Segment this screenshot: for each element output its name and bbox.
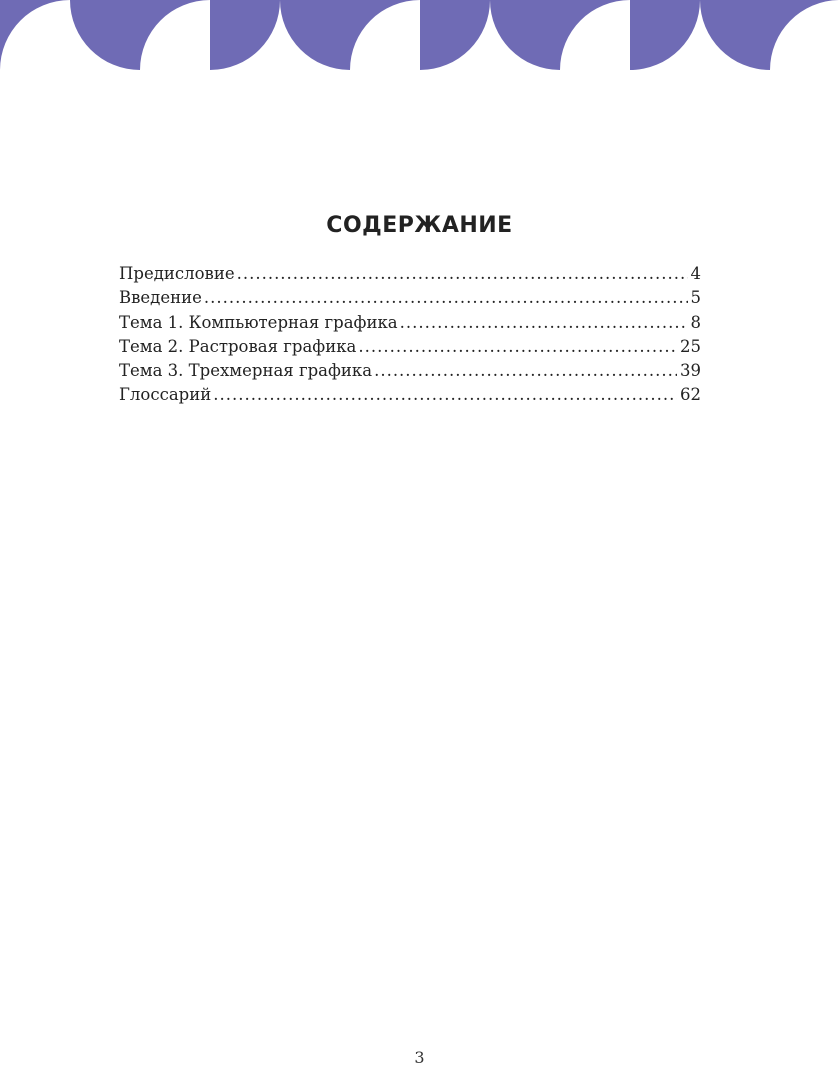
toc-entry-label: Предисловие: [119, 264, 235, 283]
toc-entry-topic-3[interactable]: [119, 359, 701, 383]
toc-entry-page: 8: [690, 312, 701, 332]
toc-leader-dots: [358, 335, 677, 359]
toc-entry-label: Тема 1. Компьютерная графика: [119, 312, 398, 332]
toc-leader-dots: [204, 286, 688, 310]
toc-entry-page: 39: [680, 361, 701, 381]
toc-entry-topic-1[interactable]: [119, 311, 701, 335]
toc-entry-glossary[interactable]: [119, 383, 701, 407]
toc-entry-page: 5: [690, 288, 701, 308]
table-of-contents: [119, 262, 701, 408]
decorative-header-band: [0, 0, 839, 70]
toc-entry-label: Введение: [119, 288, 202, 308]
page-number: 3: [414, 1048, 425, 1067]
toc-entry-introduction[interactable]: [119, 286, 701, 310]
toc-entry-preface[interactable]: [119, 262, 701, 286]
toc-entry-label: Тема 2. Растровая графика: [119, 336, 357, 356]
toc-leader-dots: [374, 359, 677, 383]
toc-entry-label: Тема 3. Трехмерная графика: [119, 361, 373, 381]
toc-entry-page: 4: [690, 264, 701, 283]
toc-leader-dots: [213, 383, 677, 407]
page-title: СОДЕРЖАНИЕ: [326, 213, 513, 238]
toc-entry-label: Глоссарий: [119, 385, 212, 405]
toc-entry-page: 25: [680, 336, 701, 356]
toc-entry-topic-2[interactable]: [119, 335, 701, 359]
toc-entry-page: 62: [680, 385, 701, 405]
toc-leader-dots: [237, 262, 688, 286]
toc-leader-dots: [400, 311, 688, 335]
geometric-pattern-icon: [0, 0, 839, 70]
